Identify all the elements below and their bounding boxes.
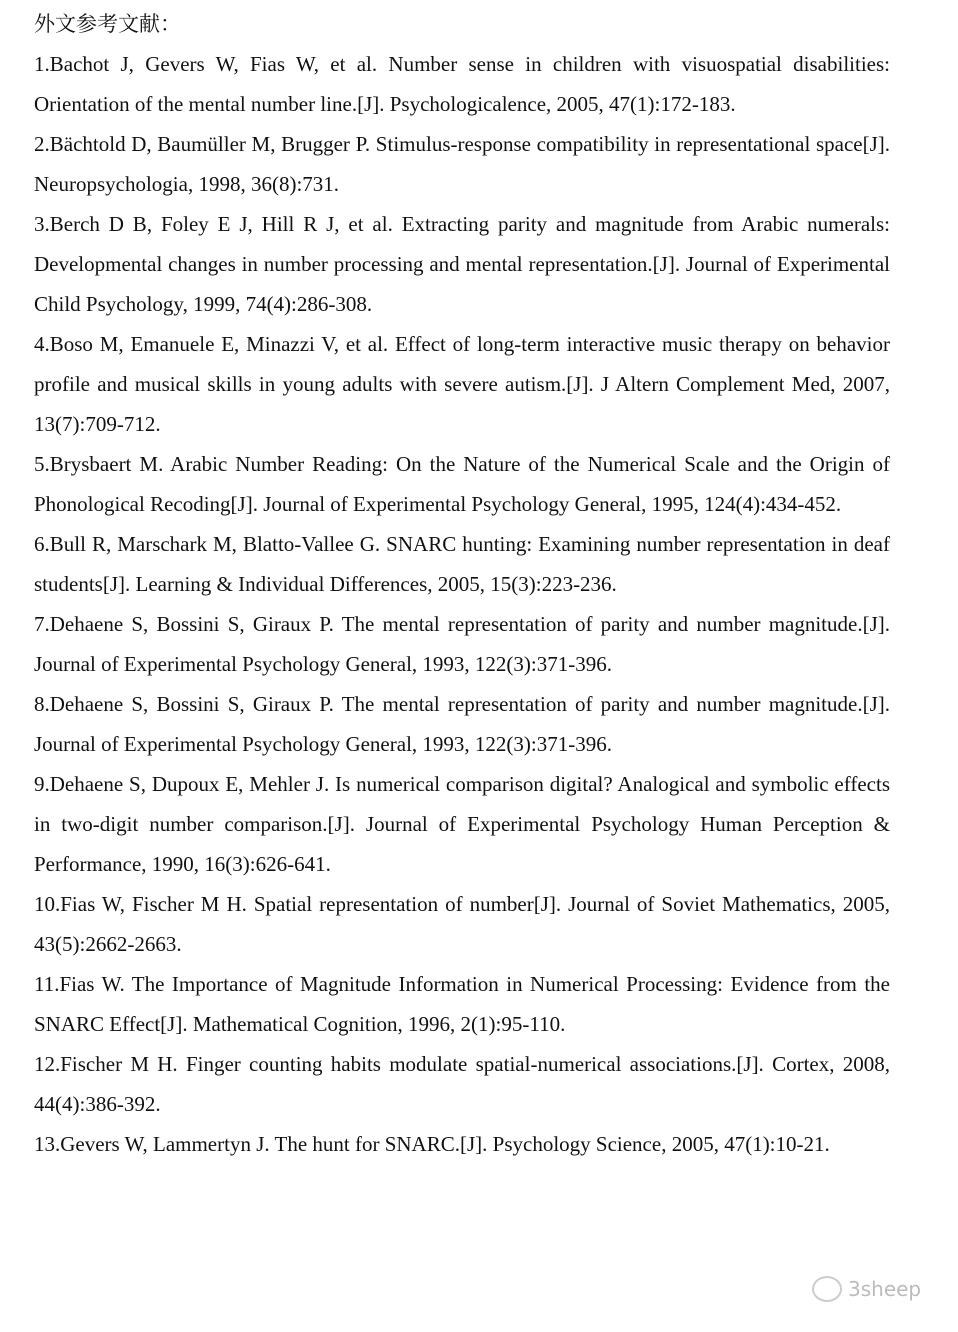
reference-item: 7.Dehaene S, Bossini S, Giraux P. The mental representation of parity and number magnitude.[J]. Journal of Experimental Psychology General, 1993, 122(3):371-396.	[34, 612, 890, 676]
wechat-icon	[812, 1276, 842, 1302]
reference-item: 12.Fischer M H. Finger counting habits modulate spatial-numerical associations.[J]. Cortex, 2008, 44(4):386-392.	[34, 1052, 890, 1116]
watermark-text: 3sheep	[848, 1277, 922, 1301]
reference-item: 13.Gevers W, Lammertyn J. The hunt for SNARC.[J]. Psychology Science, 2005, 47(1):10-21.	[34, 1132, 830, 1156]
reference-item: 8.Dehaene S, Bossini S, Giraux P. The mental representation of parity and number magnitude.[J]. Journal of Experimental Psychology General, 1993, 122(3):371-396.	[34, 692, 890, 756]
reference-item: 11.Fias W. The Importance of Magnitude Information in Numerical Processing: Evidence from the SNARC Effect[J]. Mathematical Cognition, 1996, 2(1):95-110.	[34, 972, 890, 1036]
reference-item: 3.Berch D B, Foley E J, Hill R J, et al. Extracting parity and magnitude from Arabic numerals: Developmental changes in number processing and mental representation.[J]. Journal of Experimental Child Psychology, 1999, 74(4):286-308.	[34, 212, 890, 316]
document-page	[34, 4, 890, 1164]
reference-item: 4.Boso M, Emanuele E, Minazzi V, et al. Effect of long-term interactive music therapy on behavior profile and musical skills in young adults with severe autism.[J]. J Altern Complement Med, 2007, 13(7):709-712.	[34, 332, 890, 436]
references-heading: 外文参考文献：	[34, 12, 181, 36]
reference-item: 2.Bächtold D, Baumüller M, Brugger P. Stimulus-response compatibility in representational space[J]. Neuropsychologia, 1998, 36(8):731.	[34, 132, 890, 196]
watermark	[812, 1276, 921, 1302]
reference-item: 10.Fias W, Fischer M H. Spatial representation of number[J]. Journal of Soviet Mathematics, 2005, 43(5):2662-2663.	[34, 892, 890, 956]
reference-item: 5.Brysbaert M. Arabic Number Reading: On the Nature of the Numerical Scale and the Origin of Phonological Recoding[J]. Journal of Experimental Psychology General, 1995, 124(4):434-452.	[34, 452, 890, 516]
reference-item: 9.Dehaene S, Dupoux E, Mehler J. Is numerical comparison digital? Analogical and symbolic effects in two-digit number comparison.[J]. Journal of Experimental Psychology Human Perception & Performance, 1990, 16(3):626-641.	[34, 772, 890, 876]
reference-item: 1.Bachot J, Gevers W, Fias W, et al. Number sense in children with visuospatial disabilities: Orientation of the mental number line.[J]. Psychologicalence, 2005, 47(1):172-183.	[34, 52, 890, 116]
reference-item: 6.Bull R, Marschark M, Blatto-Vallee G. SNARC hunting: Examining number representation in deaf students[J]. Learning & Individual Differences, 2005, 15(3):223-236.	[34, 532, 890, 596]
